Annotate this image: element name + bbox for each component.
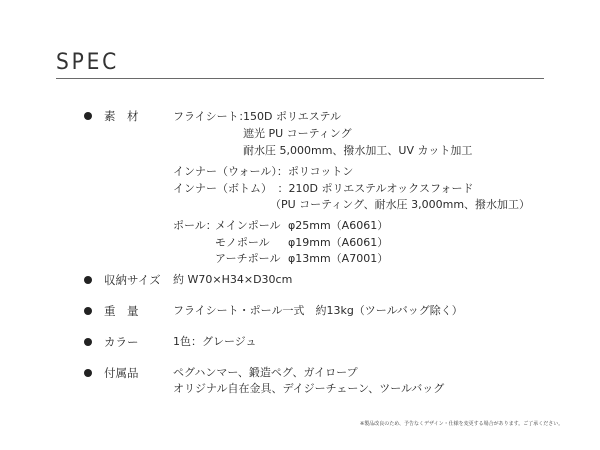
pole-name-3: アーチポール [215, 252, 281, 265]
pole-spec-1: φ25mm（A6061） [288, 219, 389, 232]
fly-line-1: 150D ポリエステル [243, 110, 341, 123]
pole-spec-3: φ13mm（A7001） [288, 252, 389, 265]
accessories-line-2: オリジナル自在金具、デイジーチェーン、ツールバッグ [173, 382, 445, 395]
inner-wall: インナー（ウォール）：ポリコットン [173, 165, 354, 178]
pole-name-2: モノポール [215, 236, 270, 249]
pole-label: ポール： [173, 219, 217, 232]
pole-name-1: メインポール [215, 219, 281, 232]
fly-line-3: 耐水圧 5,000mm、撥水加工、UV カット加工 [243, 144, 473, 157]
bullet-icon [84, 369, 92, 377]
footnote: ※製品改良のため、予告なくデザイン・仕様を変更する場合があります。ご了承ください。 [360, 421, 564, 427]
bullet-icon [84, 307, 92, 315]
weight-heading: 重 量 [104, 304, 139, 318]
accessories-line-1: ペグハンマー、鍛造ペグ、ガイロープ [173, 366, 358, 379]
weight-value: フライシート・ポール一式 約13kg（ツールバッグ除く） [173, 304, 463, 317]
inner-bottom-note: （PU コーティング、耐水圧 3,000mm、撥水加工） [270, 198, 531, 211]
bullet-icon [84, 338, 92, 346]
fly-line-2: 遮光 PU コーティング [243, 127, 352, 140]
material-heading: 素 材 [104, 109, 139, 123]
accessories-heading: 付属品 [104, 366, 139, 380]
fly-label: フライシート： [173, 110, 250, 123]
inner-bottom: インナー（ボトム） ：210D ポリエステルオックスフォード [173, 182, 474, 195]
title-divider [56, 78, 544, 79]
storage-value: 約 W70×H34×D30cm [173, 273, 293, 286]
storage-heading: 収納サイズ [104, 273, 161, 287]
color-value: 1色：グレージュ [173, 335, 257, 348]
page-title: SPEC [56, 50, 120, 75]
bullet-icon [84, 112, 92, 120]
pole-spec-2: φ19mm（A6061） [288, 236, 389, 249]
color-heading: カラー [104, 335, 139, 349]
bullet-icon [84, 276, 92, 284]
